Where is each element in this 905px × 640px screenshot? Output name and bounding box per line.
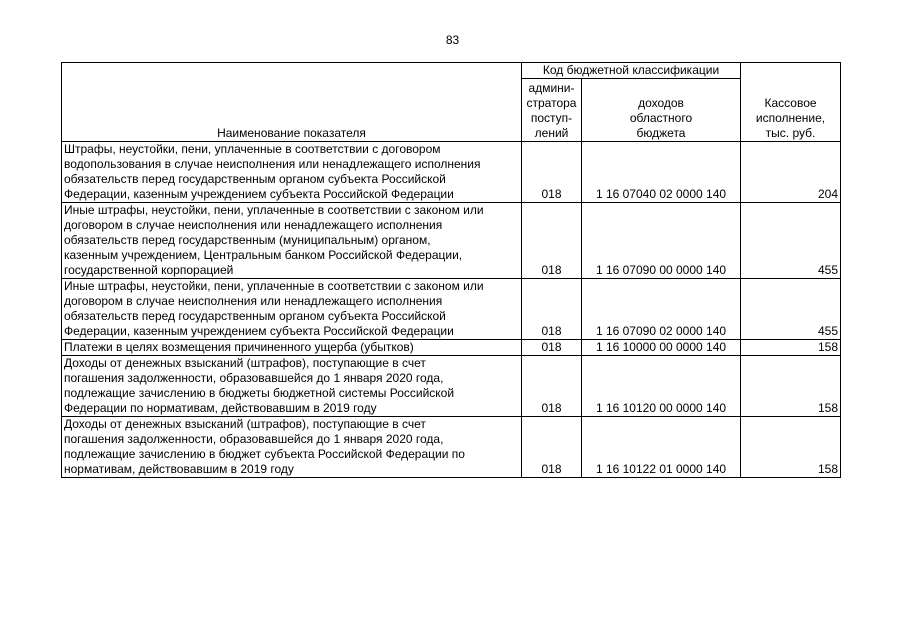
income-code-cell: 1 16 07090 02 0000 140 (582, 279, 741, 340)
header-amount-line: Кассовое (764, 96, 817, 110)
header-regional-budget-income (582, 79, 741, 142)
header-amount-line: тыс. руб. (765, 126, 816, 140)
indicator-name-line: Федерации, казенным учреждением субъекта Российской Федерации (64, 324, 454, 338)
indicator-name-line: Доходы от денежных взысканий (штрафов), поступающие в счет (64, 356, 426, 370)
header-budget-classification-code: Код бюджетной классификации (522, 63, 741, 79)
header-admin-line: админи- (528, 81, 575, 95)
administrator-code-cell: 018 (522, 279, 582, 340)
indicator-name-cell (62, 279, 522, 340)
indicator-name-cell (62, 356, 522, 417)
indicator-name-line: обязательств перед государственным (муниципальным) органом, (64, 233, 431, 247)
administrator-code-cell: 018 (522, 340, 582, 356)
header-indicator-name: Наименование показателя (62, 63, 522, 142)
table-body (62, 142, 841, 478)
budget-report-table (61, 62, 841, 478)
indicator-name-line: Иные штрафы, неустойки, пени, уплаченные в соответствии с законом или (64, 279, 484, 293)
administrator-code-cell: 018 (522, 356, 582, 417)
cash-execution-cell: 158 (741, 417, 841, 478)
table-row (62, 356, 841, 417)
income-code-cell: 1 16 10122 01 0000 140 (582, 417, 741, 478)
table-row (62, 279, 841, 340)
administrator-code-cell: 018 (522, 417, 582, 478)
income-code-cell: 1 16 10120 00 0000 140 (582, 356, 741, 417)
indicator-name-line: казенным учреждением, Центральным банком Российской Федерации, (64, 248, 463, 262)
administrator-code-cell: 018 (522, 203, 582, 279)
indicator-name-line: Платежи в целях возмещения причиненного ущерба (убытков) (64, 340, 414, 354)
indicator-name-line: подлежащие зачислению в бюджеты бюджетной системы Российской (64, 386, 455, 400)
page-number: 83 (445, 33, 460, 47)
header-admin-line: поступ- (530, 111, 573, 125)
header-income-line: доходов (638, 96, 684, 110)
indicator-name-line: договором в случае неисполнения или ненадлежащего исполнения (64, 294, 443, 308)
indicator-name-line: Федерации по нормативам, действовавшим в 2019 году (64, 401, 377, 415)
cash-execution-cell: 204 (741, 142, 841, 203)
header-row-top (62, 63, 841, 79)
indicator-name-cell (62, 142, 522, 203)
header-amount-line: исполнение, (755, 111, 826, 125)
cash-execution-cell: 158 (741, 356, 841, 417)
cash-execution-cell: 158 (741, 340, 841, 356)
header-income-line: бюджета (636, 126, 686, 140)
cash-execution-cell: 455 (741, 279, 841, 340)
indicator-name-line: обязательств перед государственным органом субъекта Российской (64, 172, 446, 186)
table-row (62, 340, 841, 356)
indicator-name-line: водопользования в случае неисполнения или ненадлежащего исполнения (64, 157, 481, 171)
indicator-name-line: Доходы от денежных взысканий (штрафов), поступающие в счет (64, 417, 426, 431)
header-cash-execution (741, 63, 841, 142)
header-admin-line: стратора (526, 96, 577, 110)
header-admin-line: лений (534, 126, 569, 140)
table-row (62, 203, 841, 279)
indicator-name-cell (62, 417, 522, 478)
indicator-name-line: Штрафы, неустойки, пени, уплаченные в соответствии с договором (64, 142, 441, 156)
income-code-cell: 1 16 10000 00 0000 140 (582, 340, 741, 356)
administrator-code-cell: 018 (522, 142, 582, 203)
indicator-name-line: Иные штрафы, неустойки, пени, уплаченные в соответствии с законом или (64, 203, 484, 217)
indicator-name-line: обязательств перед государственным органом субъекта Российской (64, 309, 446, 323)
header-revenue-administrator (522, 79, 582, 142)
indicator-name-line: государственной корпорацией (64, 263, 234, 277)
indicator-name-line: погашения задолженности, образовавшейся до 1 января 2020 года, (64, 371, 444, 385)
table-row (62, 417, 841, 478)
table-row (62, 142, 841, 203)
indicator-name-cell (62, 340, 522, 356)
header-income-line: областного (629, 111, 693, 125)
income-code-cell: 1 16 07040 02 0000 140 (582, 142, 741, 203)
income-code-cell: 1 16 07090 00 0000 140 (582, 203, 741, 279)
indicator-name-line: договором в случае неисполнения или ненадлежащего исполнения (64, 218, 443, 232)
cash-execution-cell: 455 (741, 203, 841, 279)
indicator-name-line: Федерации, казенным учреждением субъекта Российской Федерации (64, 187, 454, 201)
indicator-name-cell (62, 203, 522, 279)
indicator-name-line: нормативам, действовавшим в 2019 году (64, 462, 294, 476)
indicator-name-line: погашения задолженности, образовавшейся до 1 января 2020 года, (64, 432, 444, 446)
indicator-name-line: подлежащие зачислению в бюджет субъекта Российской Федерации по (64, 447, 465, 461)
